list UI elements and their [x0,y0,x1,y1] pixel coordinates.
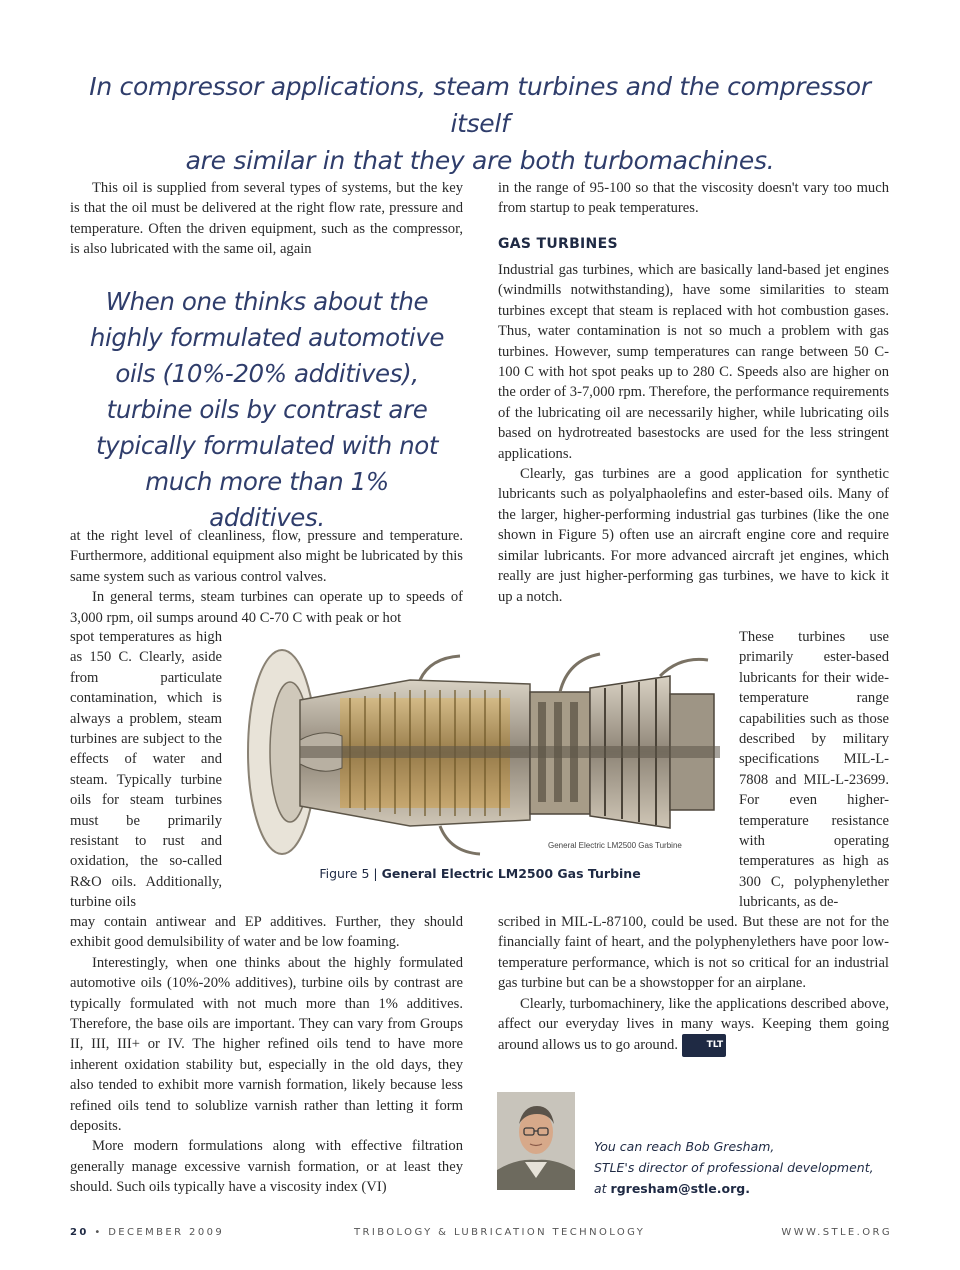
publication-name: TRIBOLOGY & LUBRICATION TECHNOLOGY [354,1227,646,1238]
pull-quote-line: oils (10%-20% additives), [115,359,419,388]
website-url: WWW.STLE.ORG [781,1227,892,1238]
left-column-middle [70,526,463,628]
author-email: rgresham@stle.org. [610,1181,750,1196]
body-paragraph: More modern formulations along with effective filtration generally manage excessive varnish formation, or at least they should. Such oils typically have a viscosity index (VI) [70,1138,463,1196]
right-column-middle [498,260,889,607]
author-contact [594,1136,894,1199]
body-paragraph [498,994,889,1057]
contact-line2: STLE's director of professional development, [594,1160,874,1175]
pull-quote-line: When one thinks about the [105,287,429,316]
figure-label: Figure 5 [319,866,370,881]
body-paragraph: Interestingly, when one thinks about the highly formulated automotive oils (10%-20% additives), turbine oils by contrast are typically formulated with not much more than 1% additives. Therefore, the base oils are important. They can vary from Groups II, III, III+ or IV. The higher refined oils tend to have more inherent oxidation stability but, especially in the old days, they also tended to exhibit more varnish formation, likely because less refined oils tend to solublize varnish rather than letting it form deposits. [70,954,463,1135]
pull-quote-top [60,68,900,179]
body-paragraph: This oil is supplied from several types of systems, but the key is that the oil must be delivered at the right flow rate, pressure and temperature. Often the driven equipment, such as the compressor, is also lubricated with the same oil, again [70,180,463,258]
section-heading: GAS TURBINES [498,236,618,252]
right-column-bottom [498,912,889,1057]
left-column-bottom [70,912,463,1198]
body-paragraph: Clearly, gas turbines are a good application for synthetic lubricants such as polyalphaolefins and ester-based oils. Many of the larger, higher-performing industrial gas turbines (like the one shown in Figure 5) often use an aircraft engine core and require similar lubricants. For more advanced aircraft jet engines, which really are just higher-performing gas turbines, we have to kick it up a notch. [498,466,889,605]
issue-date: DECEMBER 2009 [108,1227,225,1238]
pull-quote-top-line2: are similar in that they are both turbomachines. [185,146,775,175]
tlt-end-mark: TLT [682,1034,727,1056]
gas-turbine-illustration [230,640,730,872]
pull-quote-line: highly formulated automotive [89,323,445,352]
body-paragraph: In general terms, steam turbines can operate up to speeds of 3,000 rpm, oil sumps around 40 C-70 C with peak or hot [70,589,463,626]
left-wrap-text: spot temperatures as high as 150 C. Clearly, aside from particulate contamination, which is always a problem, steam turbines are subject to the effects of water and steam. Typically turbine oils for steam turbines must be primarily resistant to rust and oxidation, the so-called R&O oils. Additionally, turbine oils [70,629,222,911]
contact-line1: You can reach Bob Gresham, [594,1139,775,1154]
inset-label: General Electric LM2500 Gas Turbine [548,841,682,850]
left-column-intro [70,178,463,260]
contact-line3 [594,1178,894,1199]
body-paragraph: may contain antiwear and EP additives. Further, they should exhibit good demulsibility of water and be low foaming. [70,914,463,951]
pull-quote-line: much more than 1% additives. [145,467,389,532]
pull-quote-line: typically formulated with not [95,431,439,460]
author-photo [497,1092,575,1190]
closing-text: Clearly, turbomachinery, like the applications described above, affect our everyday lives in many ways. Keeping them going around allows us to go around. [498,995,889,1054]
page-footer [70,1227,892,1238]
body-paragraph: at the right level of cleanliness, flow, pressure and temperature. Furthermore, additional equipment also might be lubricated by this same system such as various control valves. [70,528,463,585]
body-paragraph: scribed in MIL-L-87100, could be used. But these are not for the financially faint of heart, and the polyphenylethers have poor low-temperature performance, which is not so critical for an industrial gas turbine but can be a showstopper for an airplane. [498,914,889,992]
caption-separator: | [373,866,382,881]
footer-bullet: • [94,1227,109,1238]
page-number: 20 [70,1227,89,1238]
pull-quote-mid [86,284,448,536]
right-column-intro [498,178,889,219]
pull-quote-top-line1: In compressor applications, steam turbines and the compressor itself [89,72,871,138]
figure-title: General Electric LM2500 Gas Turbine [381,866,641,881]
body-paragraph: Industrial gas turbines, which are basically land-based jet engines (windmills notwithstanding), have some similarities to steam turbines except that steam is replaced with hot combustion gases. Thus, water contamination is not so much a problem with gas turbines. However, sump temperatures can range between 50 C-100 C with hot spot peaks up to 280 C. Speeds also are higher on the order of 3-7,000 rpm. Therefore, the performance requirements of the lubricating oil are necessarily higher, while lubricating oils based on hydrotreated basestocks are used for the less stringent applications. [498,262,889,462]
figure-caption [230,866,730,881]
shaft [300,746,720,758]
right-wrap-text: These turbines use primarily ester-based lubricants for their wide-temperature range capabilities such as those described by military specifications MIL-L-7808 and MIL-L-23699. For even higher-temperature resistance with operating temperatures as high as 300 C, polyphenylether lubricants, as de- [739,629,889,911]
contact-prefix: at [594,1181,607,1196]
body-paragraph: in the range of 95-100 so that the viscosity doesn't vary too much from startup to peak temperatures. [498,180,889,217]
pull-quote-line: turbine oils by contrast are [106,395,428,424]
